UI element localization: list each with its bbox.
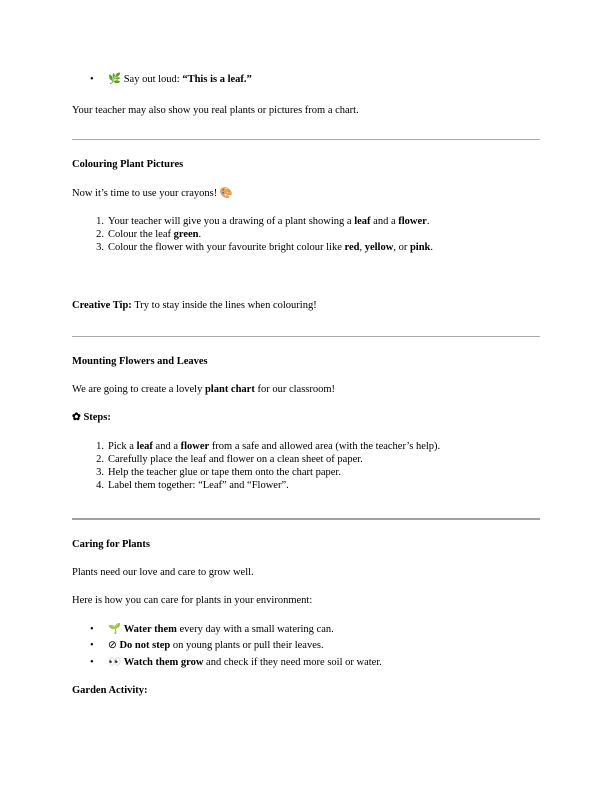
- bullet-prefix: Say out loud:: [123, 74, 183, 85]
- palette-icon: 🎨: [219, 188, 233, 199]
- step-bold: flower: [180, 441, 210, 452]
- steps-heading: [72, 411, 111, 424]
- eyes-icon: 👀: [108, 657, 122, 668]
- step-number: 2.: [96, 454, 104, 465]
- colouring-intro: [72, 187, 233, 200]
- step-bold: red: [344, 242, 360, 253]
- steps-label: Steps:: [83, 412, 111, 423]
- caring-para: Plants need our love and care to grow well.: [72, 567, 254, 578]
- bullet-text: on young plants or pull their leaves.: [170, 640, 324, 651]
- step-bold: pink: [409, 242, 431, 253]
- mounting-intro-bold: plant chart: [204, 384, 255, 395]
- bullet-text: every day with a small watering can.: [176, 624, 334, 635]
- step-number: 1.: [96, 216, 104, 227]
- step-text: Pick a: [108, 441, 137, 452]
- step-text: Your teacher will give you a drawing of a plant showing a: [108, 216, 355, 227]
- step-bold: flower: [398, 216, 427, 227]
- step-text: .: [426, 216, 430, 227]
- bullet-bold: Water them: [123, 624, 177, 635]
- step-text: Carefully place the leaf and flower on a clean sheet of paper.: [108, 454, 363, 465]
- mounting-intro: [72, 383, 335, 396]
- divider: [72, 336, 540, 337]
- seedling-icon: 🌱: [108, 624, 122, 635]
- bullet-dot: •: [90, 657, 94, 668]
- caring-para: Here is how you can care for plants in your environment:: [72, 595, 313, 606]
- step-number: 2.: [96, 229, 104, 240]
- step-text: ,: [359, 242, 365, 253]
- divider: [72, 139, 540, 140]
- step-bold: leaf: [136, 441, 153, 452]
- step-text: .: [198, 229, 202, 240]
- bullet-bold: Do not step: [119, 640, 171, 651]
- mounting-intro-text: for our classroom!: [254, 384, 336, 395]
- caring-heading: Caring for Plants: [72, 539, 150, 550]
- flower-icon: ✿: [72, 412, 81, 423]
- colouring-intro-text: Now it’s time to use your crayons!: [72, 188, 220, 199]
- step-text: Colour the flower with your favourite bright colour like: [108, 242, 345, 253]
- creative-tip: [72, 299, 317, 312]
- step-text: Colour the leaf: [108, 229, 174, 240]
- step-number: 1.: [96, 441, 104, 452]
- step-text: .: [430, 242, 433, 253]
- creative-tip-text: Try to stay inside the lines when colouring!: [131, 300, 317, 311]
- step-bold: yellow: [364, 242, 394, 253]
- leaf-icon: 🌿: [108, 74, 122, 85]
- step-bold: leaf: [354, 216, 371, 227]
- step-number: 3.: [96, 467, 104, 478]
- bullet-dot: •: [90, 640, 94, 651]
- step-text: from a safe and allowed area (with the teacher’s help).: [209, 441, 441, 452]
- mounting-intro-text: We are going to create a lovely: [72, 384, 205, 395]
- bullet-bold: Watch them grow: [123, 657, 204, 668]
- step-number: 3.: [96, 242, 104, 253]
- step-text: Help the teacher glue or tape them onto the chart paper.: [108, 467, 341, 478]
- prohibited-icon: ⊘: [108, 640, 117, 651]
- step-bold: green: [173, 229, 199, 240]
- bullet-quote: “This is a leaf.”: [182, 74, 252, 85]
- step-text: Label them together: “Leaf” and “Flower”.: [108, 480, 289, 491]
- teacher-note: Your teacher may also show you real plants or pictures from a chart.: [72, 105, 359, 116]
- bullet-dot: •: [90, 624, 94, 635]
- creative-tip-label: Creative Tip:: [72, 300, 132, 311]
- bullet-text: and check if they need more soil or water.: [203, 657, 382, 668]
- colouring-heading: Colouring Plant Pictures: [72, 159, 184, 170]
- garden-activity-heading: Garden Activity:: [72, 685, 148, 696]
- step-number: 4.: [96, 480, 104, 491]
- mounting-heading: Mounting Flowers and Leaves: [72, 356, 208, 367]
- step-text: and a: [152, 441, 181, 452]
- bullet-dot: •: [90, 74, 94, 85]
- divider: [72, 518, 540, 520]
- step-text: , or: [393, 242, 410, 253]
- step-text: and a: [370, 216, 399, 227]
